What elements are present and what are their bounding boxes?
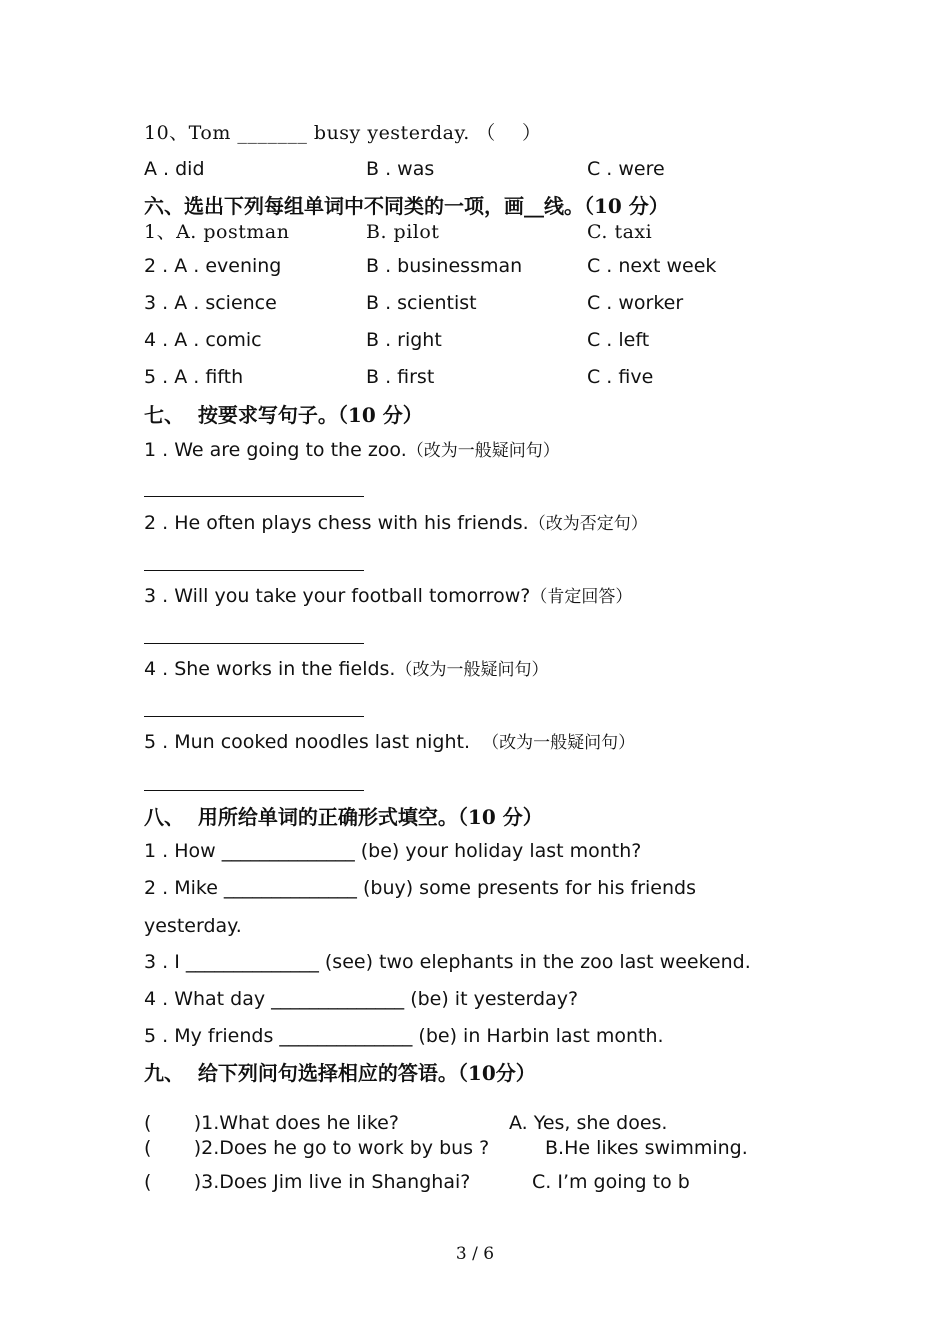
s8-line-4: 4 . What day ______________ (be) it yesterday? <box>144 988 579 1010</box>
s8-line-3: 3 . I ______________ (see) two elephants in the zoo last weekend. <box>144 951 751 973</box>
s6-row1-a: 1、A. postman <box>144 221 290 243</box>
s6-row4-b: B . right <box>366 329 442 351</box>
section-8-heading: 八、 用所给单词的正确形式填空。（10 分） <box>144 805 543 829</box>
s8-line-2-cont: yesterday. <box>144 915 242 937</box>
q10-option-c: C . were <box>587 158 665 180</box>
s9-answer-a: A. Yes, she does. <box>509 1112 668 1134</box>
section-9-heading: 九、 给下列问句选择相应的答语。（10分） <box>144 1061 536 1085</box>
q10-option-a: A . did <box>144 158 205 180</box>
answer-line[interactable] <box>144 643 364 644</box>
s8-line-2: 2 . Mike ______________ (buy) some presents for his friends <box>144 877 697 899</box>
s6-row5-a: 5 . A . fifth <box>144 366 244 388</box>
s7-item-1: 1 . We are going to the zoo.（改为一般疑问句） <box>144 439 560 461</box>
s7-item-3: 3 . Will you take your football tomorrow?（肯定回答） <box>144 585 633 607</box>
s9-question-3: ( )3.Does Jim live in Shanghai? <box>144 1171 471 1193</box>
s7-item-5: 5 . Mun cooked noodles last night. （改为一般疑问句） <box>144 731 636 753</box>
s6-row4-c: C . left <box>587 329 650 351</box>
s9-answer-b: B.He likes swimming. <box>545 1137 748 1159</box>
section-6-heading: 六、选出下列每组单词中不同类的一项，画__线。（10 分） <box>144 194 669 218</box>
answer-line[interactable] <box>144 496 364 497</box>
s9-question-1: ( )1.What does he like? <box>144 1112 399 1134</box>
answer-line[interactable] <box>144 716 364 717</box>
s6-row5-b: B . first <box>366 366 435 388</box>
section-7-heading: 七、 按要求写句子。（10 分） <box>144 403 423 427</box>
s6-row2-b: B . businessman <box>366 255 523 277</box>
s8-line-1: 1 . How ______________ (be) your holiday last month? <box>144 840 642 862</box>
s9-question-2: ( )2.Does he go to work by bus ? <box>144 1137 490 1159</box>
s6-row2-a: 2 . A . evening <box>144 255 282 277</box>
s6-row1-b: B. pilot <box>366 221 440 243</box>
s6-row3-a: 3 . A . science <box>144 292 277 314</box>
s7-item-2: 2 . He often plays chess with his friends.（改为否定句） <box>144 512 648 534</box>
question-10: 10、Tom _______ busy yesterday. （ ） <box>144 122 542 144</box>
page-number: 3 / 6 <box>455 1244 495 1264</box>
s6-row4-a: 4 . A . comic <box>144 329 262 351</box>
s9-answer-c: C. I’m going to b <box>532 1171 690 1193</box>
s7-item-4: 4 . She works in the fields.（改为一般疑问句） <box>144 658 549 680</box>
s6-row3-c: C . worker <box>587 292 684 314</box>
s6-row5-c: C . five <box>587 366 654 388</box>
answer-line[interactable] <box>144 790 364 791</box>
s6-row3-b: B . scientist <box>366 292 477 314</box>
s6-row2-c: C . next week <box>587 255 717 277</box>
s8-line-5: 5 . My friends ______________ (be) in Harbin last month. <box>144 1025 664 1047</box>
s6-row1-c: C. taxi <box>587 221 653 243</box>
answer-line[interactable] <box>144 570 364 571</box>
q10-option-b: B . was <box>366 158 435 180</box>
